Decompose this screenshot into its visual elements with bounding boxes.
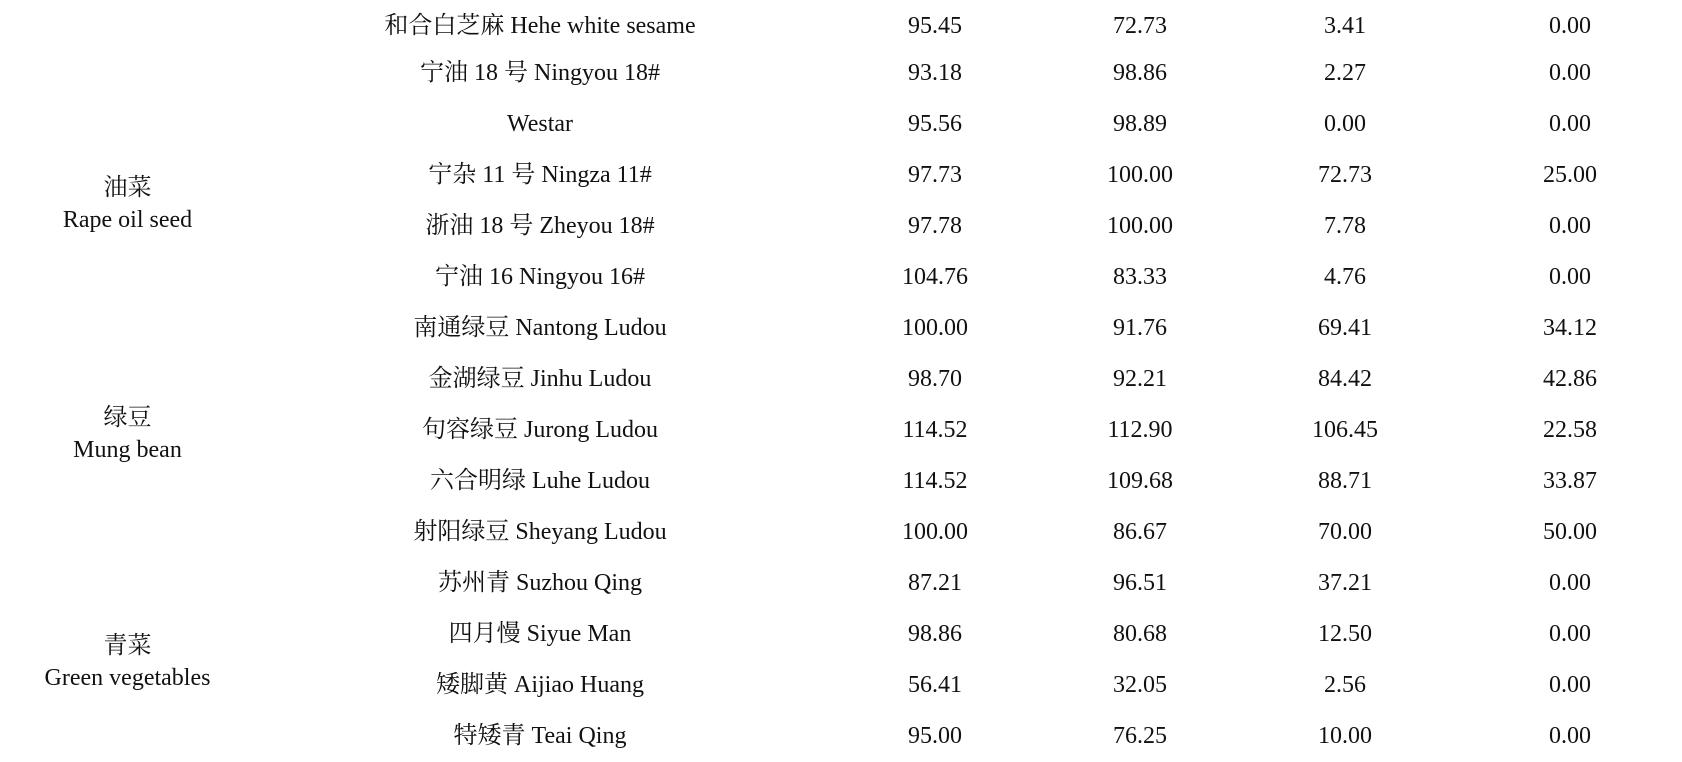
crop-name-zh: 绿豆	[103, 404, 152, 431]
cultivar-name: 四月慢 Siyue Man	[448, 621, 632, 647]
value-col-3: 84.42	[1318, 366, 1372, 392]
cultivar-name: 矮脚黄 Aijiao Huang	[436, 672, 644, 698]
value-col-3: 3.41	[1324, 13, 1366, 39]
value-col-1: 97.78	[908, 213, 962, 239]
table-row	[0, 609, 1682, 660]
value-col-3: 70.00	[1318, 519, 1372, 545]
table-row	[0, 507, 1682, 558]
cultivar-name: 和合白芝麻 Hehe white sesame	[384, 13, 696, 39]
table-row	[0, 201, 1682, 252]
value-col-1: 95.56	[908, 111, 962, 137]
table-row	[0, 405, 1682, 456]
value-col-4: 34.12	[1543, 315, 1597, 341]
value-col-4: 0.00	[1549, 213, 1591, 239]
value-col-3: 37.21	[1318, 570, 1372, 596]
value-col-4: 0.00	[1549, 723, 1591, 749]
cultivar-name: 特矮青 Teai Qing	[453, 723, 627, 749]
table-row	[0, 150, 1682, 201]
value-col-1: 98.70	[908, 366, 962, 392]
value-col-1: 56.41	[908, 672, 962, 698]
value-col-1: 87.21	[908, 570, 962, 596]
value-col-3: 2.56	[1324, 672, 1366, 698]
cultivar-name: Westar	[506, 111, 574, 137]
table-row	[0, 558, 1682, 609]
value-col-3: 72.73	[1318, 162, 1372, 188]
cultivar-name: 宁杂 11 号 Ningza 11#	[428, 162, 652, 188]
value-col-3: 2.27	[1324, 60, 1366, 86]
value-col-3: 69.41	[1318, 315, 1372, 341]
value-col-1: 114.52	[902, 417, 968, 443]
value-col-2: 80.68	[1113, 621, 1167, 647]
value-col-4: 0.00	[1549, 621, 1591, 647]
value-col-1: 98.86	[908, 621, 962, 647]
value-col-1: 100.00	[902, 315, 968, 341]
value-col-3: 88.71	[1318, 468, 1372, 494]
value-col-2: 100.00	[1107, 213, 1173, 239]
value-col-2: 92.21	[1113, 366, 1167, 392]
cultivar-name: 射阳绿豆 Sheyang Ludou	[413, 519, 667, 545]
value-col-2: 100.00	[1107, 162, 1173, 188]
value-col-2: 112.90	[1107, 417, 1173, 443]
value-col-4: 42.86	[1543, 366, 1597, 392]
value-col-3: 4.76	[1324, 264, 1366, 290]
value-col-1: 104.76	[902, 264, 968, 290]
value-col-3: 106.45	[1312, 417, 1378, 443]
table-row	[0, 48, 1682, 99]
value-col-2: 86.67	[1113, 519, 1167, 545]
crop-name-zh: 青菜	[103, 632, 152, 659]
cultivar-name: 苏州青 Suzhou Qing	[438, 570, 642, 596]
table-row	[0, 660, 1682, 711]
value-col-1: 93.18	[908, 60, 962, 86]
table-row	[0, 99, 1682, 150]
value-col-4: 25.00	[1543, 162, 1597, 188]
value-col-2: 72.73	[1113, 13, 1167, 39]
table-row	[0, 1, 1682, 52]
value-col-2: 91.76	[1113, 315, 1167, 341]
value-col-2: 109.68	[1107, 468, 1173, 494]
value-col-4: 0.00	[1549, 60, 1591, 86]
crop-name-zh: 油菜	[103, 175, 152, 201]
value-col-4: 33.87	[1543, 468, 1597, 494]
cultivar-name: 金湖绿豆 Jinhu Ludou	[428, 366, 652, 392]
value-col-1: 97.73	[908, 162, 962, 188]
crop-name-en: Rape oil seed	[62, 207, 193, 233]
value-col-4: 22.58	[1543, 417, 1597, 443]
table-row	[0, 252, 1682, 303]
cultivar-name: 六合明绿 Luhe Ludou	[430, 468, 650, 494]
value-col-2: 83.33	[1113, 264, 1167, 290]
value-col-4: 0.00	[1549, 570, 1591, 596]
table-row	[0, 354, 1682, 405]
value-col-4: 50.00	[1543, 519, 1597, 545]
value-col-4: 0.00	[1549, 672, 1591, 698]
value-col-2: 76.25	[1113, 723, 1167, 749]
value-col-3: 7.78	[1324, 213, 1366, 239]
value-col-4: 0.00	[1549, 264, 1591, 290]
value-col-3: 12.50	[1318, 621, 1372, 647]
cultivar-name: 句容绿豆 Jurong Ludou	[422, 417, 658, 443]
table-row	[0, 711, 1682, 762]
value-col-1: 100.00	[902, 519, 968, 545]
value-col-4: 0.00	[1549, 111, 1591, 137]
cultivar-name: 浙油 18 号 Zheyou 18#	[425, 213, 655, 239]
cultivar-name: 宁油 16 Ningyou 16#	[435, 264, 645, 290]
value-col-2: 32.05	[1113, 672, 1167, 698]
value-col-2: 96.51	[1113, 570, 1167, 596]
value-col-3: 10.00	[1318, 723, 1372, 749]
table-row	[0, 303, 1682, 354]
value-col-1: 95.00	[908, 723, 962, 749]
table-row	[0, 456, 1682, 507]
cultivar-name: 南通绿豆 Nantong Ludou	[413, 315, 667, 341]
crop-name-en: Mung bean	[73, 436, 182, 463]
value-col-1: 114.52	[902, 468, 968, 494]
crop-name-en: Green vegetables	[44, 664, 211, 691]
value-col-2: 98.86	[1113, 60, 1167, 86]
value-col-2: 98.89	[1113, 111, 1167, 137]
value-col-1: 95.45	[908, 13, 962, 39]
value-col-4: 0.00	[1549, 13, 1591, 39]
cultivar-name: 宁油 18 号 Ningyou 18#	[420, 60, 660, 86]
value-col-3: 0.00	[1324, 111, 1366, 137]
